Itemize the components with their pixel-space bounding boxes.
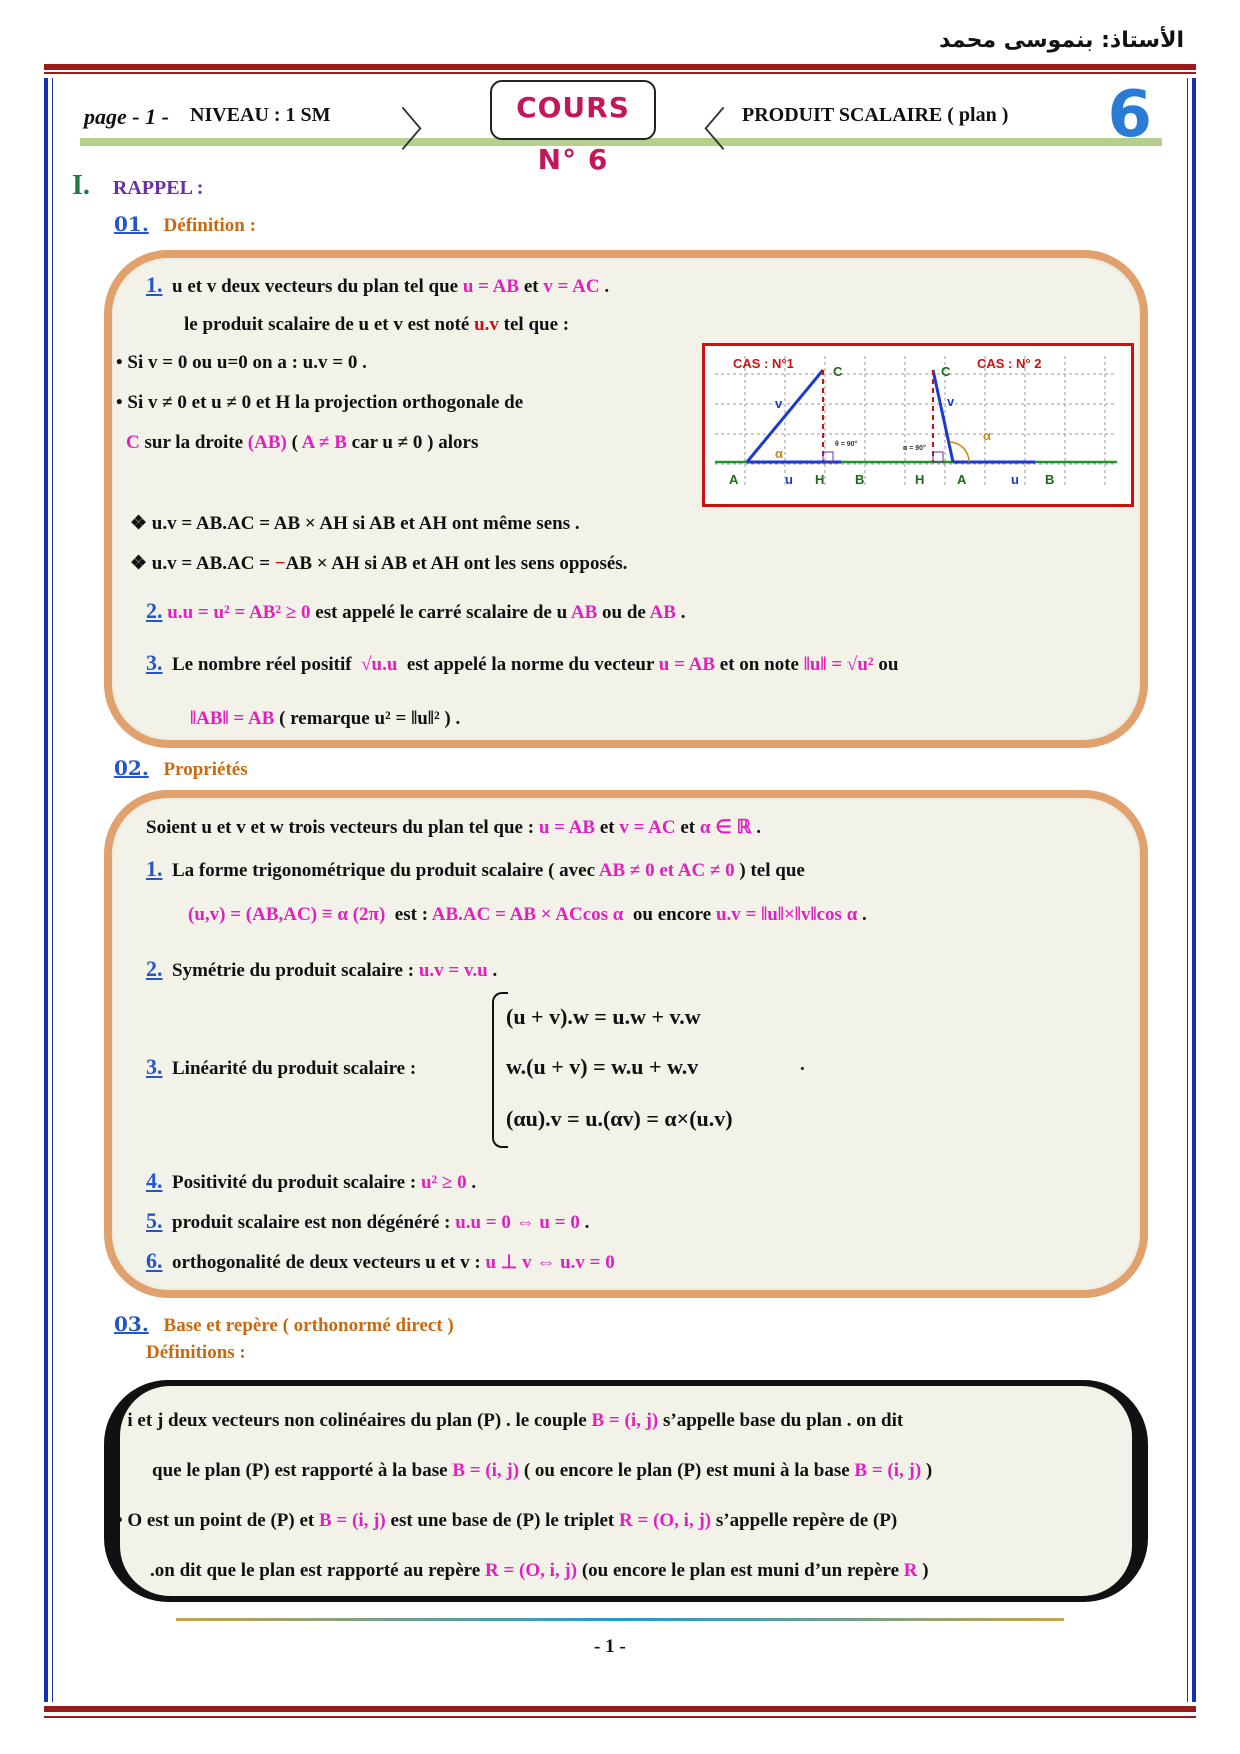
formula: R = (O, i, j)	[484, 1560, 578, 1581]
text: .	[680, 602, 686, 623]
item-number: 2.	[146, 956, 163, 981]
case1-label: CAS : N°1	[733, 356, 794, 371]
item-number: 1.	[146, 272, 163, 297]
vector-v2-label: v	[947, 394, 955, 409]
item-number: 5.	[146, 1208, 163, 1233]
text: et	[680, 817, 696, 838]
formula: (AB)	[247, 432, 287, 453]
text: le produit scalaire de u et v est noté	[184, 314, 470, 335]
section-title: RAPPEL :	[112, 177, 204, 199]
course-badge: COURS N° 6	[490, 80, 656, 140]
point-h2-label: H	[915, 472, 925, 487]
text: que le plan	[152, 1460, 241, 1481]
section-roman: I.	[72, 170, 90, 201]
definitions-label: Définitions :	[146, 1342, 246, 1363]
text: Linéarité du produit scalaire :	[172, 1058, 417, 1079]
vector-v-case2	[933, 370, 953, 462]
point-a-label: A	[729, 472, 739, 487]
text: .	[862, 904, 867, 925]
def-line-1	[146, 272, 609, 298]
text: est :	[394, 904, 429, 925]
formula: AB.AC = AB × ACcos α	[431, 904, 624, 925]
text: . le couple	[506, 1410, 587, 1431]
text: Symétrie du produit scalaire :	[172, 960, 415, 981]
def-line-10	[190, 708, 460, 730]
text: .	[584, 1212, 590, 1233]
text: tel que :	[503, 314, 570, 335]
subsection-title: Propriétés	[163, 759, 248, 780]
def-line-6: ❖ u.v = AB.AC = AB × AH si AB et AH ont même sens .	[130, 513, 580, 534]
vector-u-label: u	[785, 472, 793, 487]
prop-4	[146, 1168, 476, 1194]
text: .	[756, 817, 762, 838]
text: Soient u et v et w trois vecteurs du plan tel que :	[146, 817, 535, 838]
text: (P)	[872, 1510, 898, 1531]
text: est muni à la base	[706, 1460, 850, 1481]
point-c2-label: C	[941, 364, 951, 379]
text: le triplet	[545, 1510, 615, 1531]
projection-diagram	[702, 343, 1134, 507]
prop-5	[146, 1208, 589, 1234]
chevron-right-icon: 〉	[400, 103, 446, 157]
text: (P)	[270, 1510, 295, 1531]
note-1: θ = 90°	[835, 441, 858, 448]
formula: B = (i, j)	[319, 1510, 386, 1531]
formula: u.v	[474, 314, 499, 335]
alpha2-label: α	[983, 428, 991, 443]
alpha-label: α	[775, 446, 783, 461]
formula: B = (i, j)	[452, 1460, 520, 1481]
point-h-label: H	[815, 472, 825, 487]
text: (P)	[516, 1510, 541, 1531]
subsection-properties	[114, 756, 248, 781]
formula: R	[903, 1560, 918, 1581]
text: ( remarque u² = ‖u‖² ) .	[279, 708, 461, 729]
text: ou de	[602, 602, 646, 623]
linearity-2: w.(u + v) = w.u + w.v	[506, 1054, 699, 1079]
page-label: page - 1 -	[84, 104, 169, 129]
text: (P)	[677, 1460, 702, 1481]
footer-rule	[176, 1618, 1064, 1621]
formula: v = AC	[619, 817, 676, 838]
def-line-5	[126, 432, 478, 454]
page-header	[80, 78, 1162, 176]
text: orthogonalité de deux vecteurs u et v :	[172, 1252, 481, 1273]
text: Positivité du produit scalaire :	[172, 1172, 417, 1193]
prop-2	[146, 956, 497, 982]
top-rule-thin	[44, 72, 1196, 74]
text: car u ≠ 0 ) alors	[351, 432, 479, 453]
point-a2-label: A	[957, 472, 967, 487]
text: s’appelle repère de	[715, 1510, 869, 1531]
level-label: NIVEAU : 1 SM	[190, 104, 331, 126]
text: (	[291, 432, 298, 453]
formula: AB	[570, 602, 598, 623]
item-number: 6.	[146, 1248, 163, 1273]
text: (ou encore le plan est muni d’un repère	[581, 1560, 900, 1581]
point-b-label: B	[855, 472, 865, 487]
formula: u.u = u² = AB² ≥ 0	[167, 602, 311, 623]
point-b2-label: B	[1045, 472, 1055, 487]
point-c-label: C	[833, 364, 843, 379]
text: (P)	[476, 1410, 502, 1431]
formula: √u.u	[361, 654, 398, 675]
course-title: PRODUIT SCALAIRE ( plan )	[742, 104, 1009, 126]
prop-1-line-2	[188, 904, 867, 926]
def-line-7	[130, 552, 627, 575]
formula: u ⊥ v ⇔ u.v = 0	[485, 1252, 615, 1273]
text: C	[126, 432, 140, 453]
item-number: 3.	[146, 1054, 163, 1079]
linearity-dot: .	[800, 1054, 805, 1075]
formula: u.v = v.u	[418, 960, 488, 981]
grid	[715, 356, 1115, 486]
text: .	[492, 960, 498, 981]
formula: ‖u‖ = √u²	[803, 654, 874, 675]
section-heading	[72, 170, 203, 202]
item-number: 2.	[146, 598, 163, 623]
formula: u² ≥ 0	[420, 1172, 467, 1193]
text: ou encore	[632, 904, 712, 925]
subsection-number: 01.	[114, 212, 149, 236]
page-number: - 1 -	[594, 1636, 626, 1657]
text: • O est un point de	[116, 1510, 266, 1531]
item-number: 1.	[146, 856, 163, 881]
prop-1-line-1	[146, 856, 805, 882]
text: )	[922, 1560, 929, 1581]
text: est appelé la norme du vecteur	[406, 654, 655, 675]
text: .on dit que le plan est rapporté au repère	[150, 1560, 481, 1581]
formula: u.v = ‖u‖×‖v‖cos α	[715, 904, 858, 925]
formula: u = AB	[658, 654, 716, 675]
subsection-definition	[114, 212, 256, 237]
author-name: الأستاذ: بنموسى محمد	[939, 28, 1184, 53]
text: sur la droite	[144, 432, 244, 453]
base-line-1	[116, 1410, 903, 1432]
text: est appelé le carré scalaire de u	[315, 602, 568, 623]
def-line-4: • Si v ≠ 0 et u ≠ 0 et H la projection orthogonale de	[116, 392, 524, 413]
text: )	[925, 1460, 933, 1481]
item-number: 4.	[146, 1168, 163, 1193]
subsection-title: Définition :	[163, 215, 256, 236]
case2-label: CAS : N° 2	[977, 356, 1042, 371]
base-line-3	[116, 1510, 897, 1532]
text: et	[523, 276, 539, 297]
def-line-8	[146, 598, 685, 624]
props-intro	[146, 816, 761, 839]
note-2: α = 90°	[903, 445, 926, 452]
vector-v-label: v	[775, 396, 783, 411]
text: (P)	[245, 1460, 270, 1481]
text: ❖ u.v = AB.AC =	[130, 553, 275, 574]
formula: AB	[649, 602, 676, 623]
formula: ‖AB‖ = AB	[190, 708, 275, 729]
linearity-1: (u + v).w = u.w + v.w	[506, 1004, 701, 1029]
item-number: 3.	[146, 650, 163, 675]
text: .	[604, 276, 610, 297]
formula: A ≠ B	[301, 432, 347, 453]
chevron-left-icon: 〈	[680, 103, 726, 157]
text: La forme trigonométrique du produit scalaire ( avec	[172, 860, 596, 881]
def-line-3: • Si v = 0 ou u=0 on a : u.v = 0 .	[116, 352, 367, 373]
vector-u2-label: u	[1011, 472, 1019, 487]
def-line-9	[146, 650, 898, 676]
text: et	[599, 817, 615, 838]
prop-6	[146, 1248, 615, 1274]
text: et on note	[719, 654, 799, 675]
prop-3	[146, 1054, 416, 1080]
bottom-rule-thin	[44, 1716, 1196, 1718]
formula: u.u = 0 ⇔ u = 0	[455, 1212, 580, 1233]
subsection-base	[114, 1312, 454, 1337]
course-logo: 6	[1107, 78, 1152, 152]
text: produit scalaire est non dégénéré :	[172, 1212, 451, 1233]
text: est une base de	[390, 1510, 512, 1531]
text: s’appelle base du plan . on dit	[663, 1410, 904, 1431]
formula: v = AC	[543, 276, 600, 297]
bottom-rule	[44, 1706, 1196, 1712]
text: u et v deux vecteurs du plan tel que	[172, 276, 459, 297]
base-line-2	[152, 1460, 932, 1482]
formula: u = AB	[462, 276, 520, 297]
text: et	[299, 1510, 315, 1531]
text: ou	[878, 654, 899, 675]
def-line-2	[184, 314, 569, 336]
projection-svg	[705, 346, 1131, 504]
subsection-number: 02.	[114, 756, 149, 780]
formula: B = (i, j)	[591, 1410, 659, 1431]
text: .	[471, 1172, 477, 1193]
subsection-number: 03.	[114, 1312, 149, 1336]
text: ( ou encore le plan	[523, 1460, 673, 1481]
text: Le nombre réel positif	[172, 654, 352, 675]
formula: B = (i, j)	[854, 1460, 922, 1481]
minus-sign: −	[274, 553, 286, 574]
formula: AB ≠ 0 et AC ≠ 0	[598, 860, 735, 881]
right-angle-2	[933, 452, 943, 462]
formula: α ∈ ℝ	[699, 817, 752, 838]
formula: (u,v) = (AB,AC) ≡ α (2π)	[188, 904, 386, 925]
subsection-title: Base et repère ( orthonormé direct )	[163, 1315, 454, 1336]
formula: u = AB	[538, 817, 596, 838]
base-line-4	[150, 1560, 929, 1582]
text: ) tel que	[739, 860, 805, 881]
text: • i et j deux vecteurs non colinéaires du plan	[116, 1410, 473, 1431]
linearity-3: (αu).v = u.(αv) = α×(u.v)	[506, 1106, 733, 1131]
formula: R = (O, i, j)	[619, 1510, 712, 1531]
text: AB × AH si AB et AH ont les sens opposés.	[285, 553, 628, 574]
text: est rapporté à la base	[274, 1460, 448, 1481]
top-rule	[44, 64, 1196, 70]
